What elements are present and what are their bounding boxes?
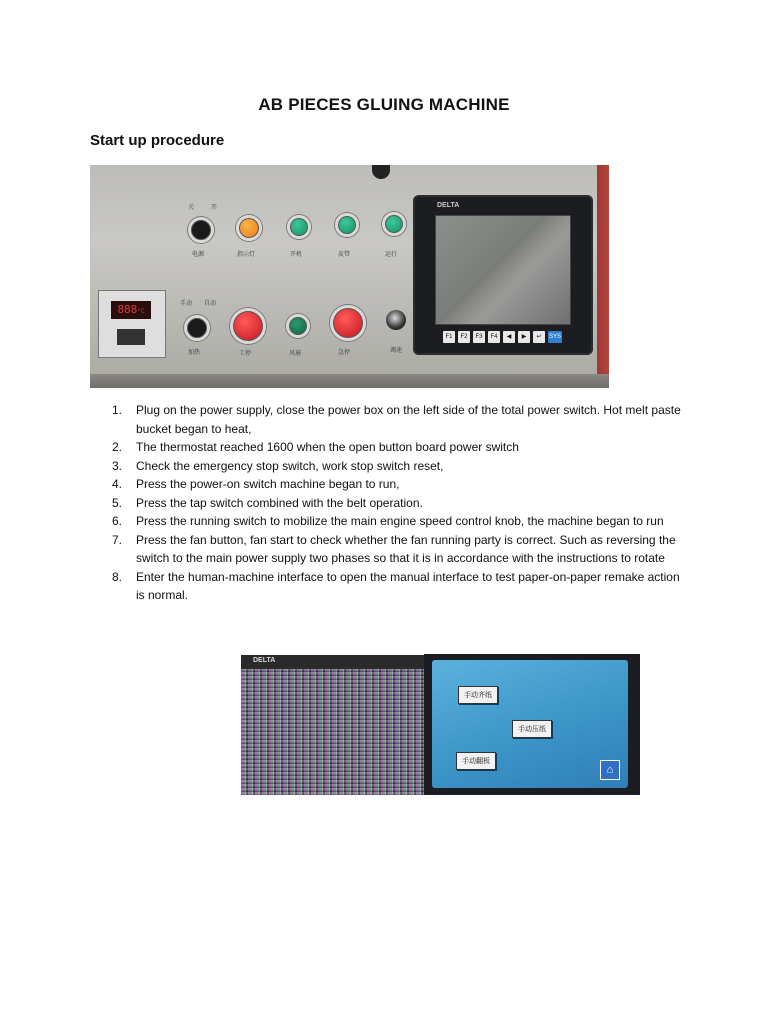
step-number: 7. [112, 532, 123, 547]
fkey-f1: F1 [443, 331, 455, 343]
bottom-label-fan: 风扇 [289, 351, 302, 357]
hmi-boot-screen-photo [241, 655, 424, 795]
screen-brand-logo: DELTA [437, 202, 460, 209]
step-number: 1. [112, 403, 123, 417]
fkey-right: ▶ [518, 331, 530, 343]
thermostat-value: 888 [117, 303, 138, 316]
step-text: Check the emergency stop switch, work stop switch reset, [136, 458, 444, 473]
list-item [112, 457, 682, 476]
step-number: 6. [112, 514, 123, 528]
thermostat-keys [117, 329, 145, 345]
step-text: Press the tap switch combined with the belt operation. [136, 495, 423, 510]
list-item [112, 512, 682, 531]
panel-frame [597, 165, 609, 388]
manual-flip-board-button: 手动翻板 [456, 752, 496, 770]
fkey-f3: F3 [473, 331, 485, 343]
function-keys [443, 331, 562, 343]
panel-edge [90, 374, 609, 388]
list-item [112, 438, 682, 457]
control-panel-photo [90, 165, 609, 388]
procedure-list [112, 401, 682, 605]
hmi-manual-screen-photo [424, 654, 640, 795]
list-item [112, 494, 682, 513]
power-switch-knob [188, 217, 214, 243]
thermostat-unit: °C [137, 308, 145, 315]
bottom-label-heat: 加热 [188, 350, 201, 356]
step-number: 2. [112, 440, 123, 454]
bottom-label-estop: 急停 [338, 350, 351, 356]
step-number: 5. [112, 495, 123, 510]
emergency-stop-button-red [330, 305, 366, 341]
top-label-power: 电源 [192, 252, 205, 258]
hmi-manual-interface [432, 660, 628, 788]
fkey-f2: F2 [458, 331, 470, 343]
manual-press-paper-button: 手动压纸 [512, 720, 552, 738]
step-text: Press the power-on switch machine began to run, [136, 477, 400, 491]
fkey-sys: SYS [548, 331, 562, 343]
fkey-enter: ↵ [533, 331, 545, 343]
work-stop-button-red [230, 308, 266, 344]
run-button-green [382, 212, 406, 236]
thermostat [98, 290, 166, 358]
step-text: Press the fan button, fan start to check whether the fan running party is correct. Such as reversing the switch to the main power supply two phases so that it is in accordance with the instructions to rotate [136, 532, 676, 565]
top-label-start: 开机 [290, 252, 303, 258]
step-number: 3. [112, 458, 123, 473]
bottom-label-speed: 调速 [390, 348, 403, 354]
fkey-left: ◀ [503, 331, 515, 343]
top-label-belt: 皮带 [338, 252, 351, 258]
document-title: AB PIECES GLUING MACHINE [258, 95, 510, 114]
home-icon: ⌂ [600, 760, 620, 780]
hmi-brand-logo: DELTA [253, 657, 276, 664]
hmi-lcd [435, 215, 571, 325]
manual-align-paper-button: 手动齐纸 [458, 686, 498, 704]
panel-gauge [372, 165, 390, 179]
step-text: Plug on the power supply, close the power box on the left side of the total power switch. Hot melt paste bucket began to heat, [136, 403, 681, 436]
hmi-touchscreen [413, 195, 593, 355]
top-label-run: 运行 [385, 252, 398, 258]
step-text: Press the running switch to mobilize the main engine speed control knob, the machine began to run [136, 514, 664, 528]
bottom-label-workstop: 工停 [239, 351, 252, 357]
belt-button-green [335, 213, 359, 237]
step-number: 4. [112, 477, 123, 491]
switch-label-on: 开 [211, 205, 218, 211]
thermostat-display [111, 301, 151, 319]
list-item [112, 531, 682, 568]
step-text: The thermostat reached 1600 when the open button board power switch [136, 440, 519, 454]
section-heading: Start up procedure [90, 132, 225, 149]
step-text: Enter the human-machine interface to open the manual interface to test paper-on-paper remake action is normal. [136, 569, 680, 602]
list-item [112, 401, 682, 438]
indicator-lamp-orange [236, 215, 262, 241]
speed-control-knob [386, 310, 406, 330]
list-item [112, 475, 682, 494]
step-number: 8. [112, 569, 123, 584]
mode-label-manual: 手动 [180, 301, 193, 307]
power-on-button-green [287, 215, 311, 239]
fkey-f4: F4 [488, 331, 500, 343]
list-item [112, 568, 682, 605]
top-label-indicator: 指示灯 [237, 252, 256, 258]
switch-label-off: 关 [188, 205, 195, 211]
mode-label-auto: 自动 [204, 301, 217, 307]
heat-switch-knob [184, 315, 210, 341]
fan-button-green [286, 314, 310, 338]
